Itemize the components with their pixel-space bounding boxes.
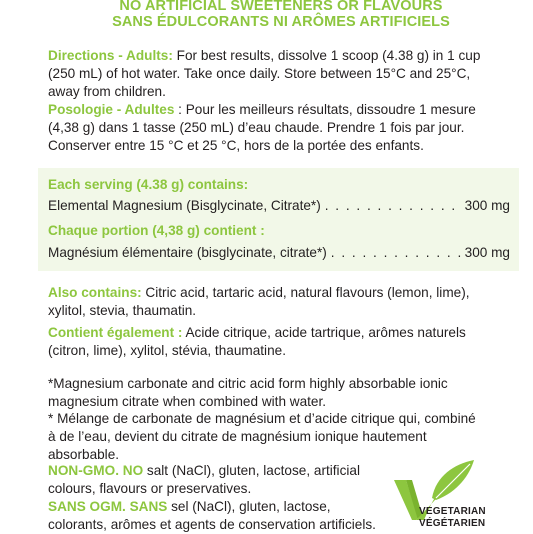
non-gmo-french <box>48 498 393 534</box>
badge-label-english: VEGETARIAN <box>419 506 486 517</box>
serving-amount-english: 300 mg <box>464 198 510 213</box>
also-contains-english <box>48 284 508 320</box>
serving-heading-french: Chaque portion (4,38 g) contient : <box>48 223 265 238</box>
dot-leader <box>331 244 461 262</box>
non-gmo-english-label: NON-GMO. NO <box>48 463 144 478</box>
serving-content <box>48 176 514 262</box>
non-gmo-english <box>48 462 393 498</box>
serving-heading-english: Each serving (4.38 g) contains: <box>48 177 249 192</box>
directions-english-label: Directions - Adults: <box>48 48 173 63</box>
serving-item-french: Magnésium élémentaire (bisglycinate, citrate*) <box>48 245 327 260</box>
serving-item-english: Elemental Magnesium (Bisglycinate, Citrate*) <box>48 198 321 213</box>
directions-french-label: Posologie - Adultes <box>48 102 175 117</box>
header-english: NO ARTIFICIAL SWEETENERS OR FLAVOURS <box>119 0 443 14</box>
badge-label-french: VÉGÉTARIEN <box>419 518 486 529</box>
footnote-french: * Mélange de carbonate de magnésium et d’acide citrique qui, combiné à de l’eau, devient du citrate de magnésium ionique hautement absorbable. <box>48 411 476 462</box>
serving-row-english <box>48 197 514 215</box>
directions-french-text: : Pour les meilleurs résultats, dissoudre 1 mesure (4,38 g) dans 1 tasse (250 mL) d’eau chaude. Prendre 1 fois par jour. Conserver entre 15 °C et 25 °C, hors de la portée des enfants. <box>48 102 476 153</box>
also-contains-french-label: Contient également : <box>48 325 183 340</box>
also-contains-french-text: Acide citrique, acide tartrique, arômes naturels (citron, lime), xylitol, stévia, thaumatine. <box>48 325 466 358</box>
footnote-english: *Magnesium carbonate and citric acid form highly absorbable ionic magnesium citrate when combined with water. <box>48 376 448 409</box>
directions-french <box>48 101 500 155</box>
non-gmo-french-text: sel (NaCl), gluten, lactose, colorants, arômes et agents de conservation artificiels. <box>48 499 376 532</box>
directions-english <box>48 47 498 101</box>
also-contains-french <box>48 324 508 360</box>
serving-row-french <box>48 244 514 262</box>
directions-english-text: For best results, dissolve 1 scoop (4.38 g) in 1 cup (250 mL) of hot water. Take once daily. Store between 15°C and 25°C, away from children. <box>48 48 481 99</box>
also-contains-english-text: Citric acid, tartaric acid, natural flavours (lemon, lime), xylitol, stevia, thaumatin. <box>48 285 470 318</box>
also-contains-english-label: Also contains: <box>48 285 142 300</box>
non-gmo-english-text: salt (NaCl), gluten, lactose, artificial colours, flavours or preservatives. <box>48 463 360 496</box>
serving-amount-french: 300 mg <box>464 245 510 260</box>
dot-leader <box>325 197 461 215</box>
header-french: SANS ÉDULCORANTS NI ARÔMES ARTIFICIELS <box>112 14 450 30</box>
non-gmo-french-label: SANS OGM. SANS <box>48 499 168 514</box>
